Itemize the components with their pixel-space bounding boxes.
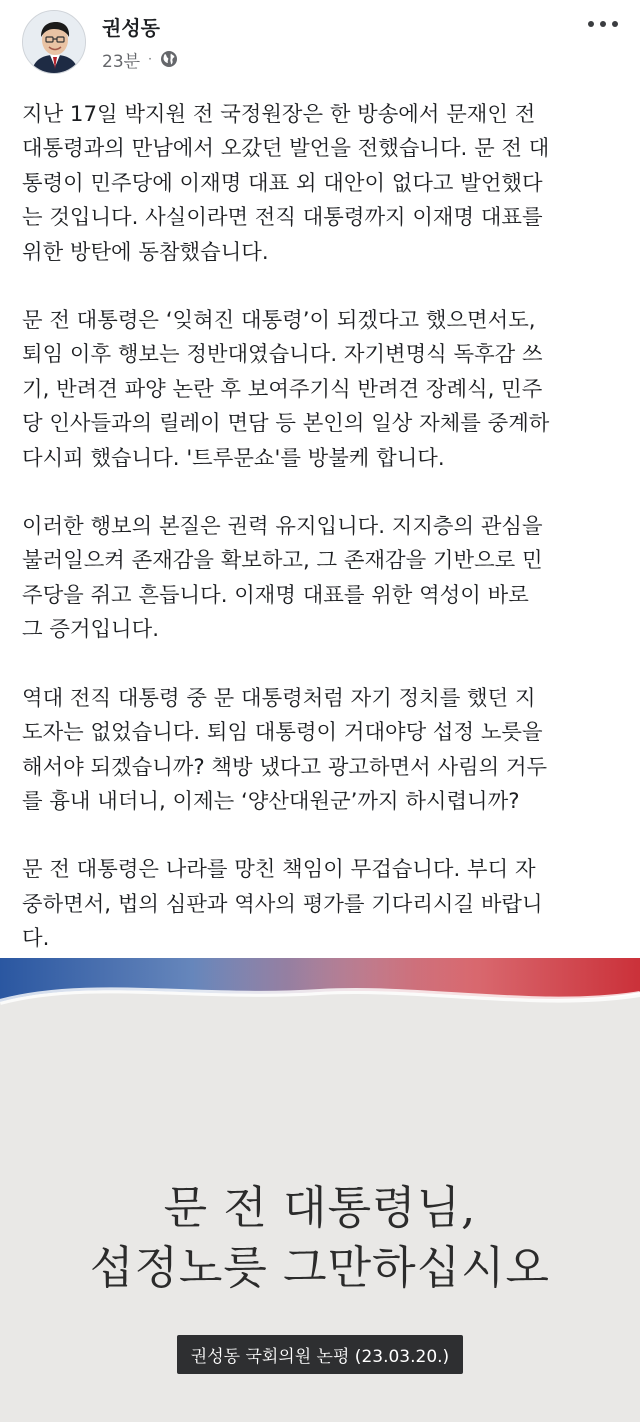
post-line: 역대 전직 대통령 중 문 대통령처럼 자기 정치를 했던 지 [22,685,536,711]
more-dot [600,21,606,27]
post-body [22,98,612,991]
post-line: 당 인사들과의 릴레이 면담 등 본인의 일상 자체를 중계하 [22,411,550,437]
more-dot [612,21,618,27]
post-paragraph [22,682,612,820]
post-line: 중하면서, 법의 심판과 역사의 평가를 기다리시길 바랍니 [22,891,543,917]
post-line: 통령이 민주당에 이재명 대표 외 대안이 없다고 발언했다 [22,170,543,196]
meta-separator: · [148,52,152,66]
post-line: 를 흉내 내더니, 이제는 ‘양산대원군’까지 하시렵니까? [22,788,520,814]
post-line: 도자는 없었습니다. 퇴임 대통령이 거대야당 섭정 노릇을 [22,720,543,746]
post-line: 대통령과의 만남에서 오갔던 발언을 전했습니다. 문 전 대 [22,136,550,162]
post-line: 퇴임 이후 행보는 정반대였습니다. 자기변명식 독후감 쓰 [22,342,543,368]
post-line: 다. [22,926,50,952]
more-dot [588,21,594,27]
post-line: 주당을 쥐고 흔듭니다. 이재명 대표를 위한 역성이 바로 [22,582,529,608]
card-caption: 권성동 국회의원 논평 (23.03.20.) [177,1335,463,1374]
card-headline-line: 문 전 대통령님, [163,1181,477,1234]
post-line: 는 것입니다. 사실이라면 전직 대통령까지 이재명 대표를 [22,205,543,231]
post-line: 해서야 되겠습니까? 책방 냈다고 광고하면서 사림의 거두 [22,754,548,780]
post-header [0,0,640,90]
card-caption-wrap [0,1335,640,1374]
post-time[interactable]: 23분 [102,51,141,72]
globe-icon[interactable] [160,50,178,68]
post-paragraph [22,510,612,648]
post-paragraph [22,98,612,270]
post-line: 불러일으켜 존재감을 확보하고, 그 존재감을 기반으로 민 [22,548,543,574]
post-line: 다시피 했습니다. '트루문쇼'를 방불케 합니다. [22,445,445,471]
author-name[interactable]: 권성동 [102,16,160,40]
post-line: 문 전 대통령은 나라를 망친 책임이 무겁습니다. 부디 자 [22,857,536,883]
post-line: 이러한 행보의 본질은 권력 유지입니다. 지지층의 관심을 [22,514,543,540]
post-image-card[interactable] [0,958,640,1422]
card-headline-line: 섭정노릇 그만하십시오 [89,1241,550,1294]
card-headline [0,1178,640,1298]
post-line: 기, 반려견 파양 논란 후 보여주기식 반려견 장례식, 민주 [22,376,543,402]
post-paragraph [22,853,612,956]
post-line: 그 증거입니다. [22,617,159,643]
post-line: 문 전 대통령은 ‘잊혀진 대통령’이 되겠다고 했으면서도, [22,308,536,334]
post-line: 위한 방탄에 동참했습니다. [22,239,269,265]
author-avatar[interactable] [22,10,86,74]
post-meta [102,47,178,71]
avatar-portrait [23,11,86,74]
post-paragraph [22,304,612,476]
more-options-icon[interactable] [588,14,618,34]
flag-wave-graphic [0,958,640,1048]
post-line: 지난 17일 박지원 전 국정원장은 한 방송에서 문재인 전 [22,102,536,127]
